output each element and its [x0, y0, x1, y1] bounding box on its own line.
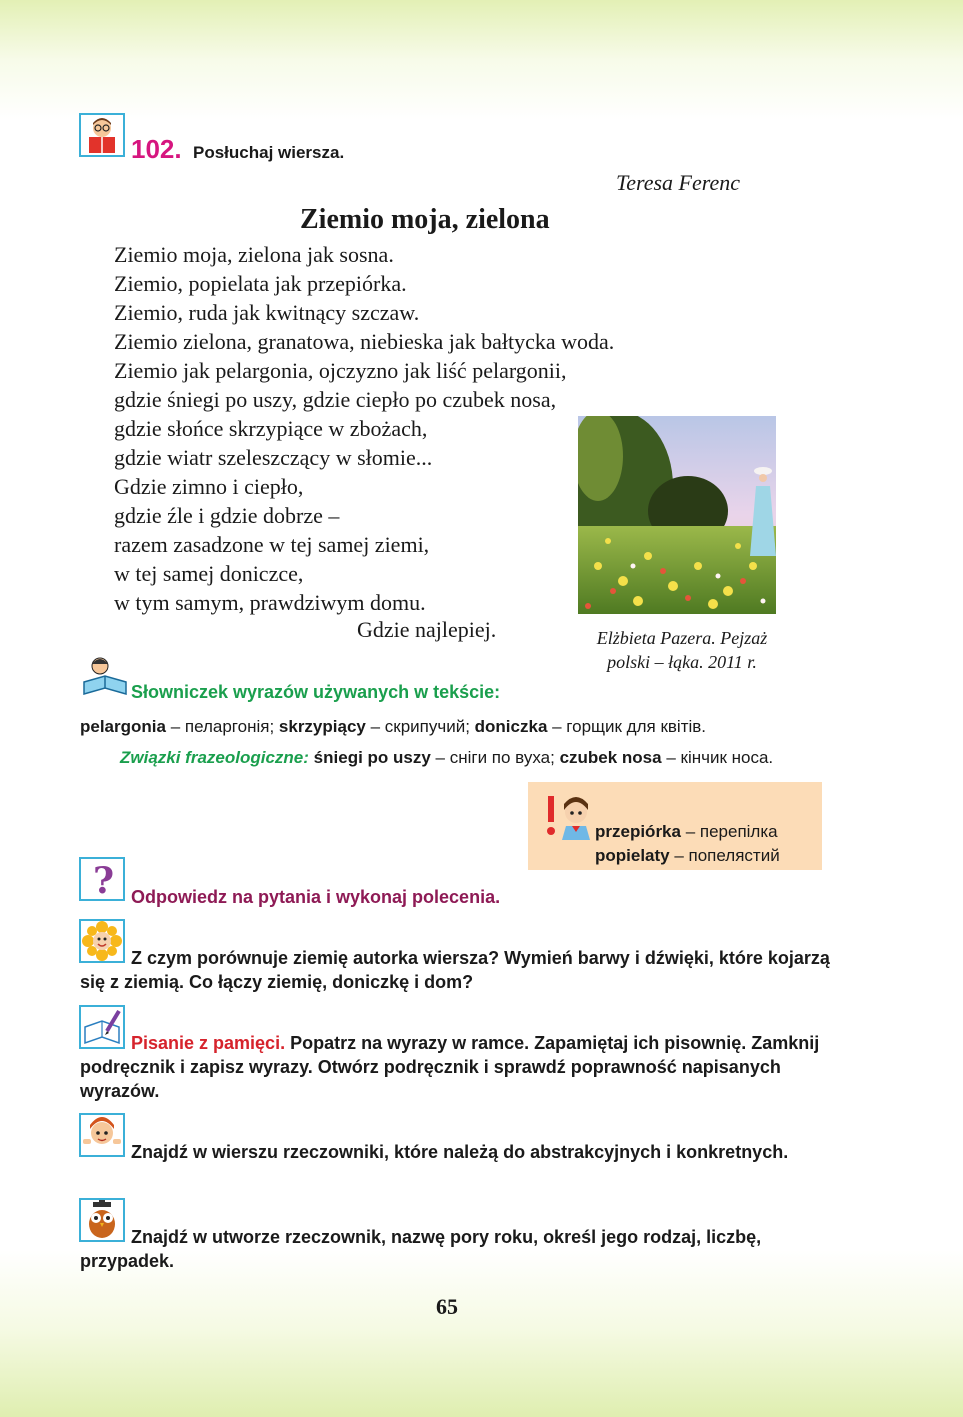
phrase-translation: – кінчик носа. — [661, 748, 774, 767]
task-number: 102. — [131, 134, 182, 164]
painting-caption — [562, 626, 802, 674]
phrase-word: śniegi po uszy — [313, 748, 431, 767]
poem-line: w tej samej doniczce, — [114, 561, 304, 586]
poem-line: Ziemio, ruda jak kwitnący szczaw. — [114, 300, 420, 325]
poem-line: razem zasadzone w tej samej ziemi, — [114, 532, 430, 557]
question-2 — [80, 1031, 830, 1103]
poem-line: gdzie wiatr szeleszczący w słomie... — [114, 445, 433, 470]
exclamation-girl-icon — [544, 794, 592, 840]
question-2-label: Pisanie z pamięci. — [131, 1033, 286, 1053]
question-3-text: Znajdź w wierszu rzeczowniki, które należą do abstrakcyjnych i konkretnych. — [131, 1142, 789, 1162]
poem-line: Ziemio, popielata jak przepiórka. — [114, 271, 407, 296]
reading-book-icon — [80, 656, 130, 698]
poem-line: gdzie słońce skrzypiące w zbożach, — [114, 416, 428, 441]
poem-author: Teresa Ferenc — [616, 170, 741, 195]
task-title: Posłuchaj wiersza. — [193, 143, 345, 162]
question-4-text: Znajdź w utworze rzeczownik, nazwę pory roku, określ jego rodzaj, liczbę, przypadek. — [80, 1227, 762, 1271]
meadow-painting — [578, 416, 776, 614]
poem-line: gdzie źle i gdzie dobrze – — [114, 503, 340, 528]
dictionary-word: pelargonia — [80, 717, 166, 736]
poem-line: Ziemio zielona, granatowa, niebieska jak bałtycka woda. — [114, 329, 615, 354]
reading-child-icon — [79, 113, 125, 157]
phrase-label: Związki frazeologiczne: — [120, 748, 309, 767]
dictionary-word: skrzypiący — [278, 717, 366, 736]
note-word: popielaty — [595, 846, 670, 865]
svg-text:?: ? — [93, 860, 115, 899]
note-translation: – попелястий — [669, 846, 780, 865]
poem-line: Ziemio moja, zielona jak sosna. — [114, 242, 394, 267]
dictionary-title: Słowniczek wyrazów używanych w tekście: — [131, 682, 501, 702]
dictionary-translation: – пеларгонія; — [165, 717, 279, 736]
poem-line: w tym samym, prawdziwym domu. — [114, 590, 426, 615]
phrase-entries — [80, 746, 840, 770]
questions-title: Odpowiedz na pytania i wykonaj polecenia. — [131, 887, 501, 907]
note-word: przepiórka — [595, 822, 681, 841]
note-translation: – перепілка — [680, 822, 778, 841]
question-1-text: Z czym porównuje ziemię autorka wiersza? Wymień barwy i dźwięki, które kojarzą się z ziemią. Co łączy ziemię, doniczkę i dom? — [80, 948, 830, 992]
question-3 — [80, 1140, 830, 1164]
question-2-text: Popatrz na wyrazy w ramce. Zapamiętaj ich pisownię. Zamknij podręcznik i zapisz wyrazy. Otwórz podręcznik i sprawdź poprawność napisanych wyrazów. — [80, 1033, 820, 1101]
question-4 — [80, 1225, 830, 1273]
question-mark-icon — [79, 857, 125, 901]
dictionary-translation: – скрипучий; — [365, 717, 475, 736]
poem-title: Ziemio moja, zielona — [300, 204, 550, 235]
painting-caption-line: polski – łąka. 2011 r. — [607, 652, 757, 672]
note-entry — [595, 822, 778, 842]
dictionary-entries — [80, 717, 706, 737]
poem-line: Ziemio jak pelargonia, ojczyzno jak liść pelargonii, — [114, 358, 567, 383]
page-number: 65 — [436, 1294, 458, 1319]
poem-line: Gdzie zimno i ciepło, — [114, 474, 304, 499]
dictionary-translation: – горщик для квітів. — [547, 717, 707, 736]
phrase-word: czubek nosa — [559, 748, 662, 767]
painting-caption-line: Elżbieta Pazera. Pejzaż — [596, 628, 768, 648]
question-1 — [80, 946, 830, 994]
poem-last-line: Gdzie najlepiej. — [357, 617, 497, 642]
dictionary-word: doniczka — [474, 717, 548, 736]
phrase-translation: – сніги по вуха; — [430, 748, 560, 767]
note-entry — [595, 846, 780, 866]
poem-line: gdzie śniegi po uszy, gdzie ciepło po czubek nosa, — [114, 387, 557, 412]
